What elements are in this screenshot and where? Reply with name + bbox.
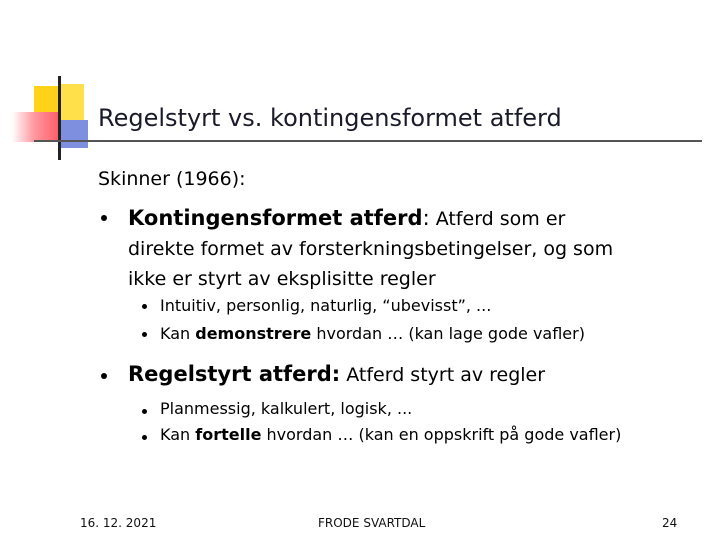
bullet-term: Kontingensformet atferd bbox=[128, 206, 423, 230]
logo-vertical-line bbox=[58, 76, 61, 160]
logo-yellow-square-2 bbox=[60, 84, 84, 124]
sub-bullet-text: Kan bbox=[160, 425, 196, 444]
bullet-term: Regelstyrt atferd: bbox=[128, 362, 341, 386]
sub-bullet-fortelle bbox=[160, 425, 621, 444]
sub-bullet-planmessig bbox=[160, 399, 412, 418]
sub-bullet-text: Planmessig, kalkulert, logisk, ... bbox=[160, 399, 413, 418]
footer-author: FRODE SVARTDAL bbox=[318, 516, 426, 530]
bullet-text: Atferd styrt av regler bbox=[340, 364, 546, 386]
sub-bullet-bold: fortelle bbox=[195, 425, 262, 444]
bullet-text-line2: direkte formet av forsterkningsbetingelser, og som bbox=[128, 238, 614, 260]
sub-bullet-demonstrere bbox=[160, 324, 585, 343]
bullet-icon bbox=[101, 373, 107, 379]
sub-bullet-icon bbox=[142, 304, 147, 309]
bullet-regelstyrt bbox=[128, 359, 688, 390]
bullet-text-line3: ikke er styrt av eksplisitte regler bbox=[128, 268, 436, 290]
sub-bullet-icon bbox=[142, 409, 147, 414]
bullet-kontingensformet bbox=[128, 203, 688, 294]
sub-bullet-text-end: hvordan … (kan lage gode vafler) bbox=[311, 324, 585, 343]
sub-bullet-text: Kan bbox=[160, 324, 196, 343]
sub-bullet-text-end: hvordan … (kan en oppskrift på gode vafler) bbox=[261, 425, 622, 444]
footer-page-number: 24 bbox=[662, 516, 678, 530]
sub-bullet-icon bbox=[142, 435, 147, 440]
sub-bullet-icon bbox=[142, 332, 147, 337]
sub-bullet-intuitiv bbox=[160, 296, 491, 315]
bullet-icon bbox=[101, 215, 107, 221]
footer-date: 16. 12. 2021 bbox=[80, 516, 157, 530]
sub-bullet-bold: demonstrere bbox=[195, 324, 312, 343]
sub-bullet-text: Intuitiv, personlig, naturlig, “ubevisst”, ... bbox=[160, 296, 492, 315]
logo-red-square bbox=[12, 112, 60, 142]
section-heading: Skinner (1966): bbox=[98, 168, 246, 190]
title-divider bbox=[34, 140, 702, 142]
slide-title: Regelstyrt vs. kontingensformet atferd bbox=[98, 104, 562, 132]
logo-blue-square bbox=[58, 120, 88, 148]
bullet-term-sep: : bbox=[422, 206, 430, 230]
bullet-text: Atferd som er bbox=[429, 208, 566, 230]
